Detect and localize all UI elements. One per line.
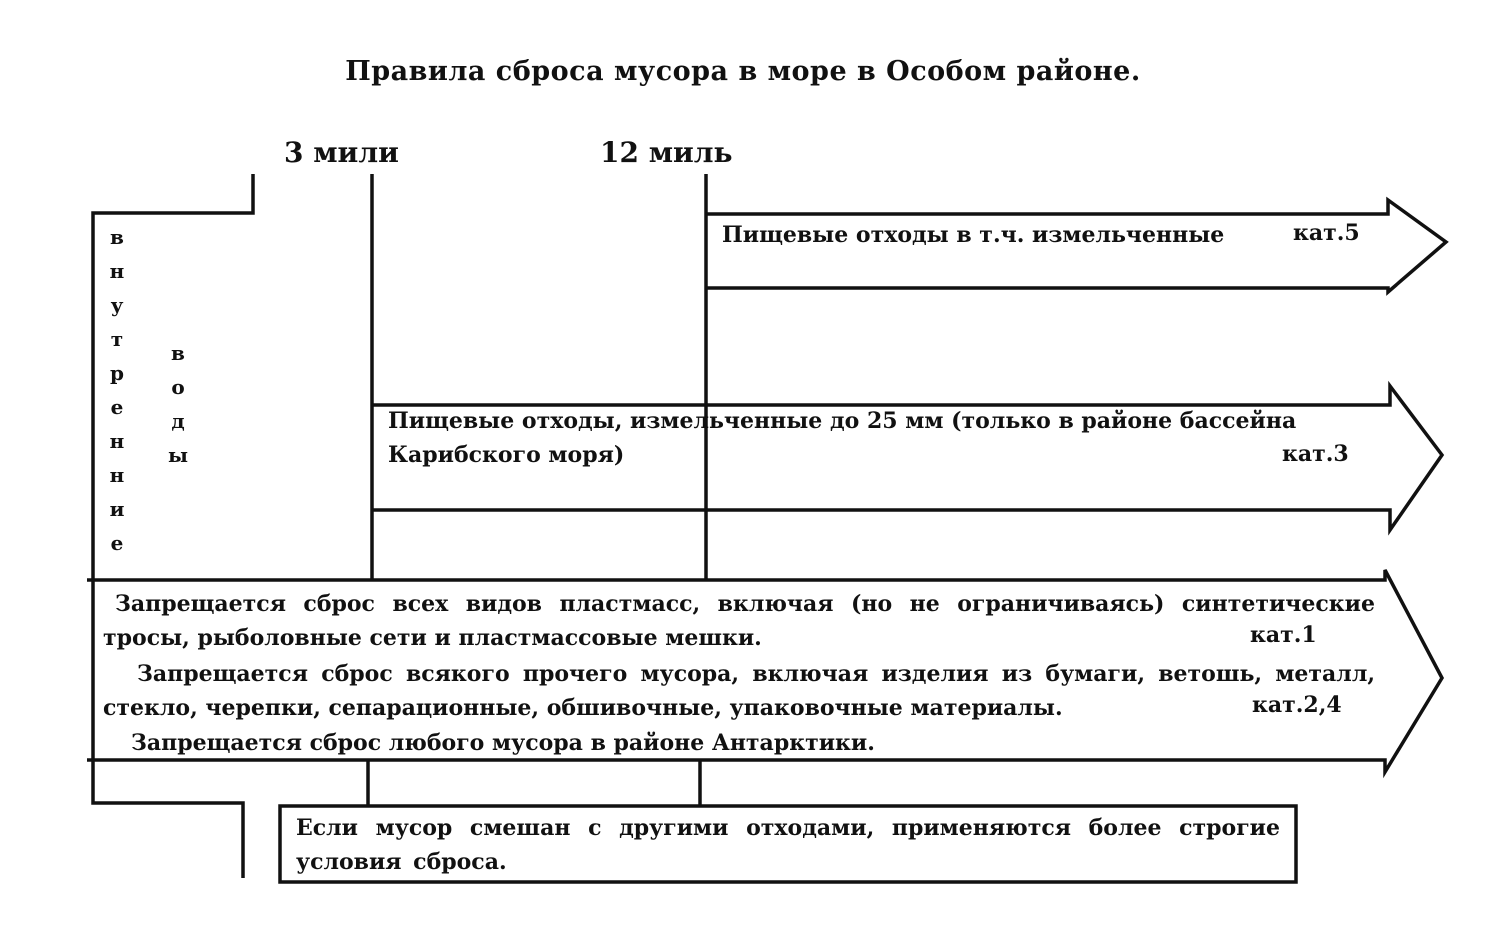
prohibited-plastics-text: Запрещается сброс всех видов пластмасс, включая (но не ограничиваясь) синтетические тросы, рыболовные сети и пластмассовые мешки. bbox=[103, 591, 1375, 651]
food-waste-3-text-line2: Карибского моря) bbox=[388, 442, 625, 468]
prohibited-other-category: кат.2,4 bbox=[1252, 692, 1342, 718]
food-waste-12-text: Пищевые отходы в т.ч. измельченные bbox=[722, 222, 1225, 248]
mixed-waste-note: Если мусор смешан с другими отходами, применяются более строгие условия сброса. bbox=[296, 815, 1280, 875]
diagram-title: Правила сброса мусора в море в Особом районе. bbox=[345, 56, 1141, 87]
food-waste-12-category: кат.5 bbox=[1293, 220, 1360, 246]
label-3-miles: 3 мили bbox=[284, 136, 399, 169]
label-12-miles: 12 миль bbox=[600, 136, 733, 169]
inner-waters-label-col2: в о д ы bbox=[167, 341, 189, 467]
inner-waters-label-col1: в н у т р е н н и е bbox=[109, 225, 125, 555]
prohibited-other-text: Запрещается сброс всякого прочего мусора, включая изделия из бумаги, ветошь, металл, стекло, черепки, сепарационные, обшивочные, упаковочные материалы. bbox=[103, 661, 1375, 721]
food-waste-3-category: кат.3 bbox=[1282, 441, 1349, 467]
prohibited-antarctic-text: Запрещается сброс любого мусора в районе Антарктики. bbox=[131, 730, 875, 756]
food-waste-3-text-line1: Пищевые отходы, измельченные до 25 мм (только в районе бассейна bbox=[388, 408, 1297, 434]
prohibited-plastics-category: кат.1 bbox=[1250, 622, 1317, 648]
